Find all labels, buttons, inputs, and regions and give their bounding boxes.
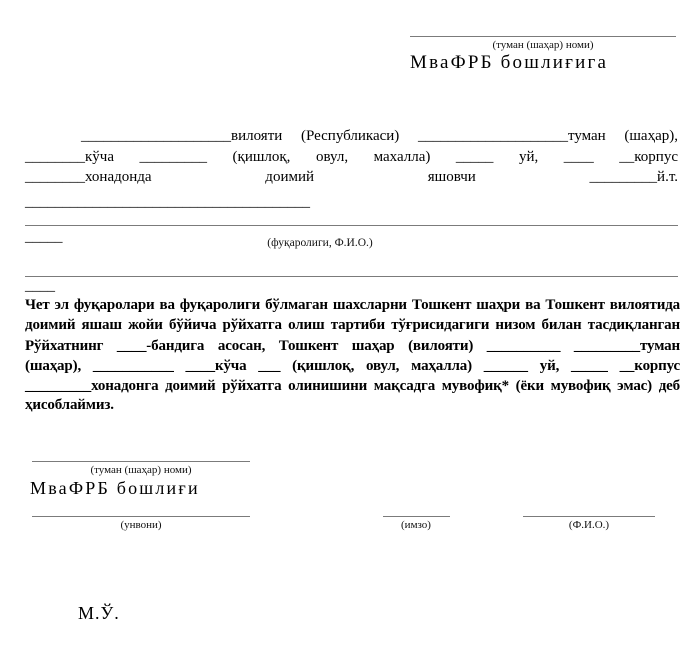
header-district-label: (туман (шаҳар) номи): [492, 39, 594, 51]
addressee-title: МваФРБ бошлиғига: [410, 52, 609, 73]
decision-paragraph: [25, 295, 680, 397]
footer-district-label: (туман (шаҳар) номи): [90, 464, 192, 476]
continuation-dash-2: ____: [25, 278, 55, 294]
request-form-line: ________хонадонда доимий яшовчи _________й.т.: [25, 169, 678, 186]
position-blank-line: [32, 516, 250, 517]
position-label: (унвони): [120, 519, 162, 531]
request-tail-blank: ______________________________________: [25, 194, 310, 210]
decision-last-line: ҳисоблаймиз.: [25, 397, 114, 413]
continuation-dash-1: _____: [25, 229, 63, 245]
separator-rule-top: [25, 225, 678, 226]
decision-line: Чет эл фуқаролари ва фуқаролиги бўлмаган шахсларни Тошкент шаҳри ва Тошкент вилоятида: [25, 297, 680, 313]
decision-line: Рўйхатнинг ____-бандига асосан, Тошкент шаҳар (вилояти) __________ _________туман: [25, 337, 680, 354]
citizenship-fio-label: (фуқаролиги, Ф.И.О.): [267, 237, 373, 249]
fio-blank-line: [523, 516, 655, 517]
decision-line: (шаҳар), ___________ ____кўча ___ (қишлоқ, овул, маҳалла) ______ уй, _____ __корпус: [25, 358, 680, 375]
request-fill-paragraph: [25, 126, 678, 188]
decision-line: доимий яшаш жойи бўйича рўйхатга олиш тартиби тўғрисидагиги низом билан тасдиқланган: [25, 317, 680, 334]
signature-label: (имзо): [401, 519, 431, 531]
decision-line: _________хонадонга доимий рўйхатга олинишини мақсадга мувофиқ* (ёки мувофиқ эмас) деб: [25, 378, 680, 395]
footer-district-blank-line: [32, 461, 250, 462]
chief-title: МваФРБ бошлиғи: [30, 478, 200, 498]
request-form-line: ________кўча _________ (қишлоқ, овул, махалла) _____ уй, ____ __корпус: [25, 148, 678, 165]
request-form-line: ____________________вилояти (Республикаси) ____________________туман (шаҳар),: [81, 128, 678, 144]
stamp-mark: М.Ў.: [78, 603, 120, 623]
header-district-blank-line: [410, 36, 676, 37]
separator-rule-bottom: [25, 276, 678, 277]
fio-label: (Ф.И.О.): [568, 519, 610, 531]
signature-blank-line: [383, 516, 450, 517]
